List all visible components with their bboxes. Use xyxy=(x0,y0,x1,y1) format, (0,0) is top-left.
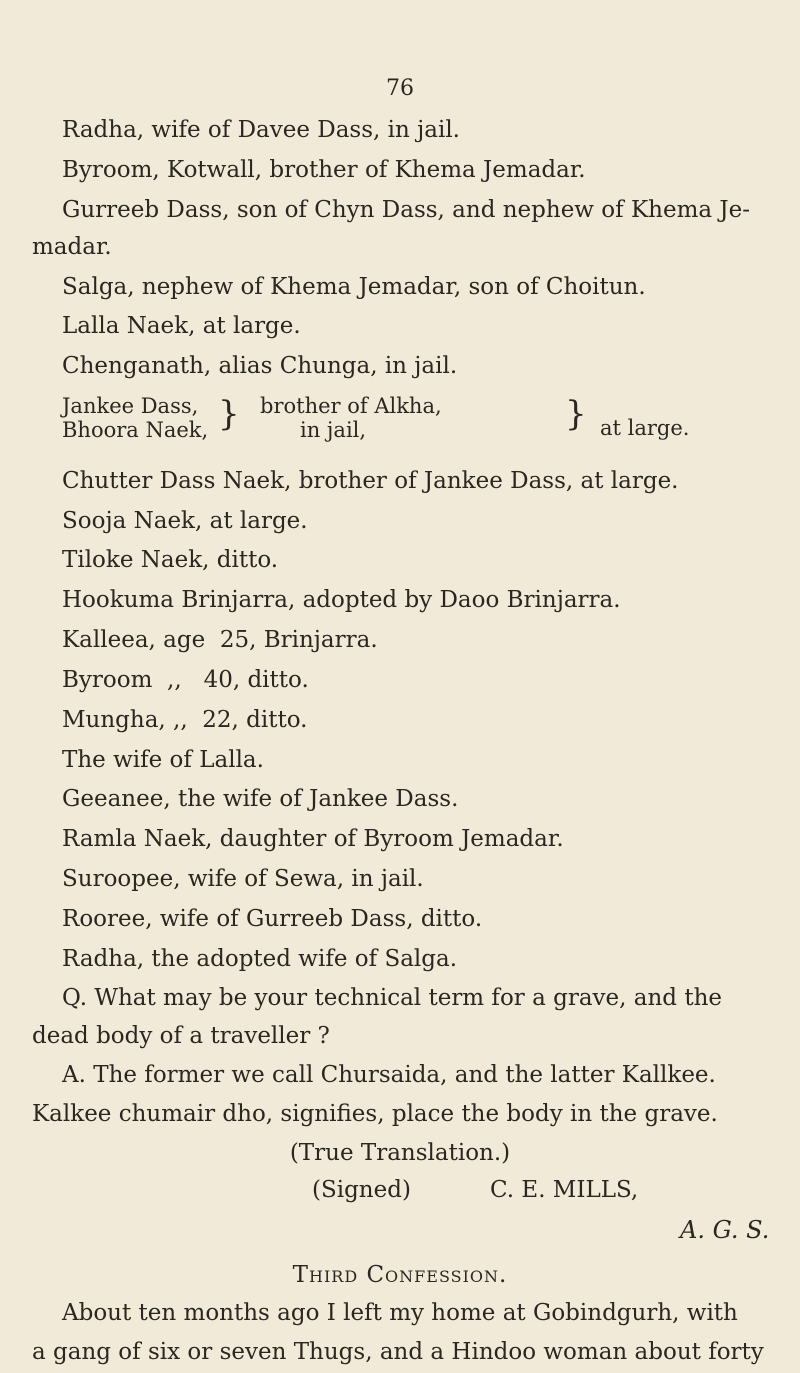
list-item: Rooree, wife of Gurreeb Dass, ditto. xyxy=(62,906,483,932)
brace-name-1: Jankee Dass, xyxy=(62,394,199,418)
list-item: Suroopee, wife of Sewa, in jail. xyxy=(62,866,424,892)
brace-relation-2: in jail, xyxy=(300,418,367,442)
list-item: Byroom, Kotwall, brother of Khema Jemadar. xyxy=(62,157,586,183)
list-item: Ramla Naek, daughter of Byroom Jemadar. xyxy=(62,826,564,852)
right-brace: } xyxy=(565,394,587,434)
page-number: 76 xyxy=(386,76,414,101)
list-item: Chenganath, alias Chunga, in jail. xyxy=(62,353,458,379)
signer-name: C. E. MILLS, xyxy=(490,1177,639,1203)
answer-line: Kalkee chumair dho, signifies, place the body in the grave. xyxy=(32,1101,718,1127)
signed-label: (Signed) xyxy=(312,1177,411,1203)
list-item: Gurreeb Dass, son of Chyn Dass, and nephew of Khema Je- xyxy=(62,197,751,223)
list-item: Chutter Dass Naek, brother of Jankee Dass, at large. xyxy=(62,468,679,494)
list-item: Byroom ,, 40, ditto. xyxy=(62,667,309,693)
list-item: Geeanee, the wife of Jankee Dass. xyxy=(62,786,459,812)
signer-title: A. G. S. xyxy=(680,1216,770,1244)
translation-note: (True Translation.) xyxy=(289,1140,511,1166)
list-item: Hookuma Brinjarra, adopted by Daoo Brinjarra. xyxy=(62,587,621,613)
list-item: Salga, nephew of Khema Jemadar, son of Choitun. xyxy=(62,274,646,300)
paragraph-line: a gang of six or seven Thugs, and a Hindoo woman about forty xyxy=(32,1339,764,1365)
section-heading: Third Confession. xyxy=(292,1262,508,1288)
list-item: Radha, wife of Davee Dass, in jail. xyxy=(62,117,460,143)
paragraph-line: About ten months ago I left my home at Gobindgurh, with xyxy=(62,1300,738,1326)
brace-status: at large. xyxy=(600,416,690,440)
question-line: Q. What may be your technical term for a grave, and the xyxy=(62,985,723,1011)
brace-name-2: Bhoora Naek, xyxy=(62,418,209,442)
question-line: dead body of a traveller ? xyxy=(32,1023,330,1049)
list-item: Kalleea, age 25, Brinjarra. xyxy=(62,627,378,653)
list-item: Mungha, ,, 22, ditto. xyxy=(62,707,308,733)
list-item: Radha, the adopted wife of Salga. xyxy=(62,946,458,972)
list-item: madar. xyxy=(32,234,112,260)
list-item: Tiloke Naek, ditto. xyxy=(62,547,279,573)
left-brace: } xyxy=(218,394,240,434)
answer-line: A. The former we call Chursaida, and the latter Kallkee. xyxy=(62,1062,716,1088)
brace-relation-1: brother of Alkha, xyxy=(260,394,442,418)
list-item: Sooja Naek, at large. xyxy=(62,508,308,534)
list-item: Lalla Naek, at large. xyxy=(62,313,301,339)
list-item: The wife of Lalla. xyxy=(62,747,264,773)
